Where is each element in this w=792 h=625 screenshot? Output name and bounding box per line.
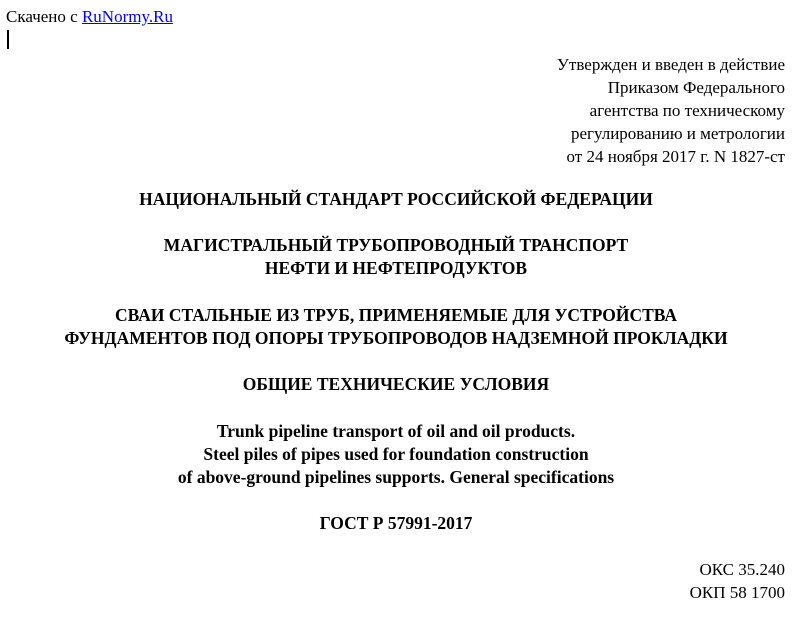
gost-number-text: ГОСТ Р 57991-2017 [319,513,473,533]
english-title [0,420,792,489]
okp-code: ОКП 58 1700 [689,583,785,602]
piles-title [0,304,792,350]
download-prefix: Скачено с [6,7,78,26]
general-specifications-title [0,373,792,396]
approval-line: агентства по техническому [589,101,785,120]
piles-title-line: ФУНДАМЕНТОВ ПОД ОПОРЫ ТРУБОПРОВОДОВ НАДЗЕМНОЙ ПРОКЛАДКИ [64,328,728,348]
text-cursor [7,30,9,49]
approval-line: от 24 ноября 2017 г. N 1827-ст [566,147,785,166]
runormy-link[interactable]: RuNormy.Ru [81,7,173,26]
transport-title [0,234,792,280]
gost-number [0,512,792,535]
general-title-text: ОБЩИЕ ТЕХНИЧЕСКИЕ УСЛОВИЯ [242,374,550,394]
approval-line: Утвержден и введен в действие [556,55,785,74]
approval-block [557,53,785,168]
oks-code: ОКС 35.240 [699,560,785,579]
approval-line: регулированию и метрологии [570,124,785,143]
approval-line: Приказом Федерального [607,78,785,97]
english-title-line: Trunk pipeline transport of oil and oil products. [216,421,576,441]
piles-title-line: СВАИ СТАЛЬНЫЕ ИЗ ТРУБ, ПРИМЕНЯЕМЫЕ ДЛЯ УСТРОЙСТВА [114,305,678,325]
transport-title-line: НЕФТИ И НЕФТЕПРОДУКТОВ [264,258,528,278]
english-title-line: Steel piles of pipes used for foundation construction [203,444,589,464]
transport-title-line: МАГИСТРАЛЬНЫЙ ТРУБОПРОВОДНЫЙ ТРАНСПОРТ [163,235,629,255]
download-source-line [6,7,173,27]
national-standard-heading [0,188,792,211]
classification-codes [690,558,785,604]
national-standard-text: НАЦИОНАЛЬНЫЙ СТАНДАРТ РОССИЙСКОЙ ФЕДЕРАЦИИ [139,189,653,209]
english-title-line: of above-ground pipelines supports. General specifications [177,467,615,487]
